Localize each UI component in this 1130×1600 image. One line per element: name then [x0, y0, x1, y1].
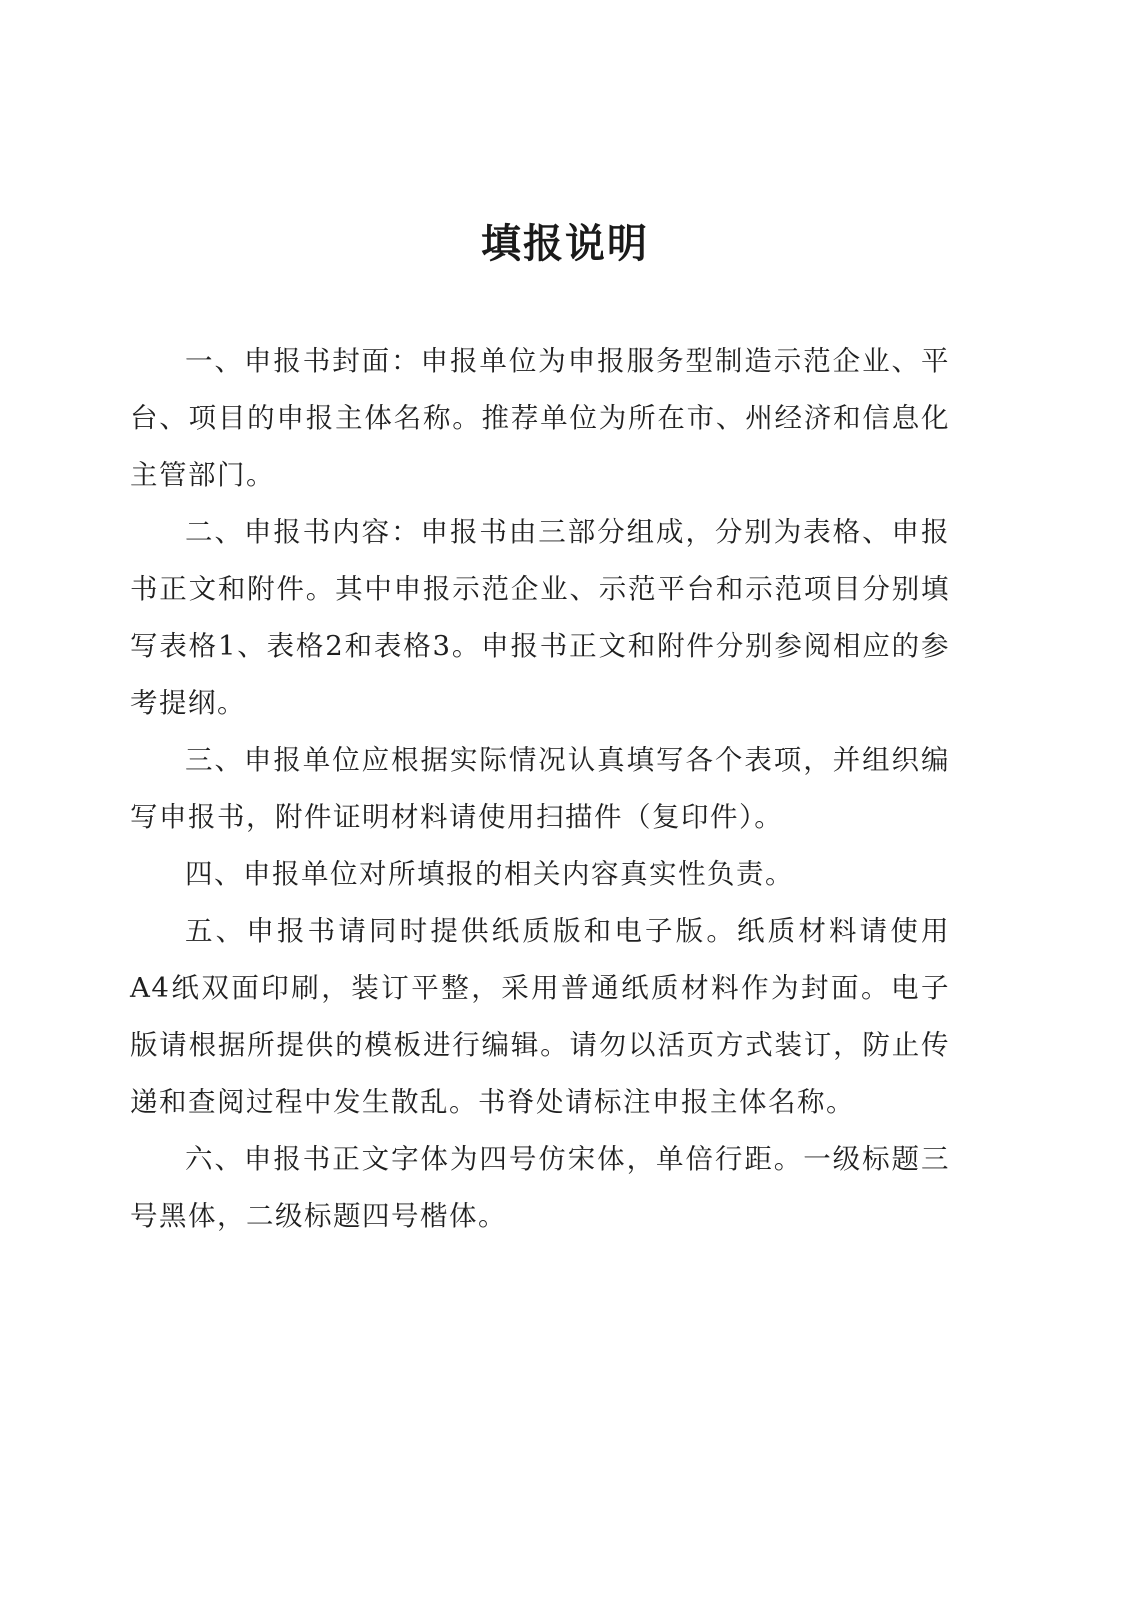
paragraph-filling: 三、申报单位应根据实际情况认真填写各个表项，并组织编写申报书，附件证明材料请使用扫描件（复印件）。	[130, 744, 950, 833]
paragraph-submission-format: 五、申报书请同时提供纸质版和电子版。纸质材料请使用A4纸双面印刷，装订平整，采用普通纸质材料作为封面。电子版请根据所提供的模板进行编辑。请勿以活页方式装订，防止传递和查阅过程中发生散乱。书脊处请标注申报主体名称。	[130, 915, 950, 1118]
document-title: 填报说明	[481, 220, 649, 267]
paragraph-content: 二、申报书内容：申报书由三部分组成，分别为表格、申报书正文和附件。其中申报示范企业、示范平台和示范项目分别填写表格1、表格2和表格3。申报书正文和附件分别参阅相应的参考提纲。	[130, 516, 950, 719]
document-body	[130, 333, 950, 1245]
paragraph-font-style: 六、申报书正文字体为四号仿宋体，单倍行距。一级标题三号黑体，二级标题四号楷体。	[130, 1143, 950, 1232]
paragraph-responsibility: 四、申报单位对所填报的相关内容真实性负责。	[185, 858, 794, 890]
paragraph-cover: 一、申报书封面：申报单位为申报服务型制造示范企业、平台、项目的申报主体名称。推荐单位为所在市、州经济和信息化主管部门。	[130, 345, 950, 491]
